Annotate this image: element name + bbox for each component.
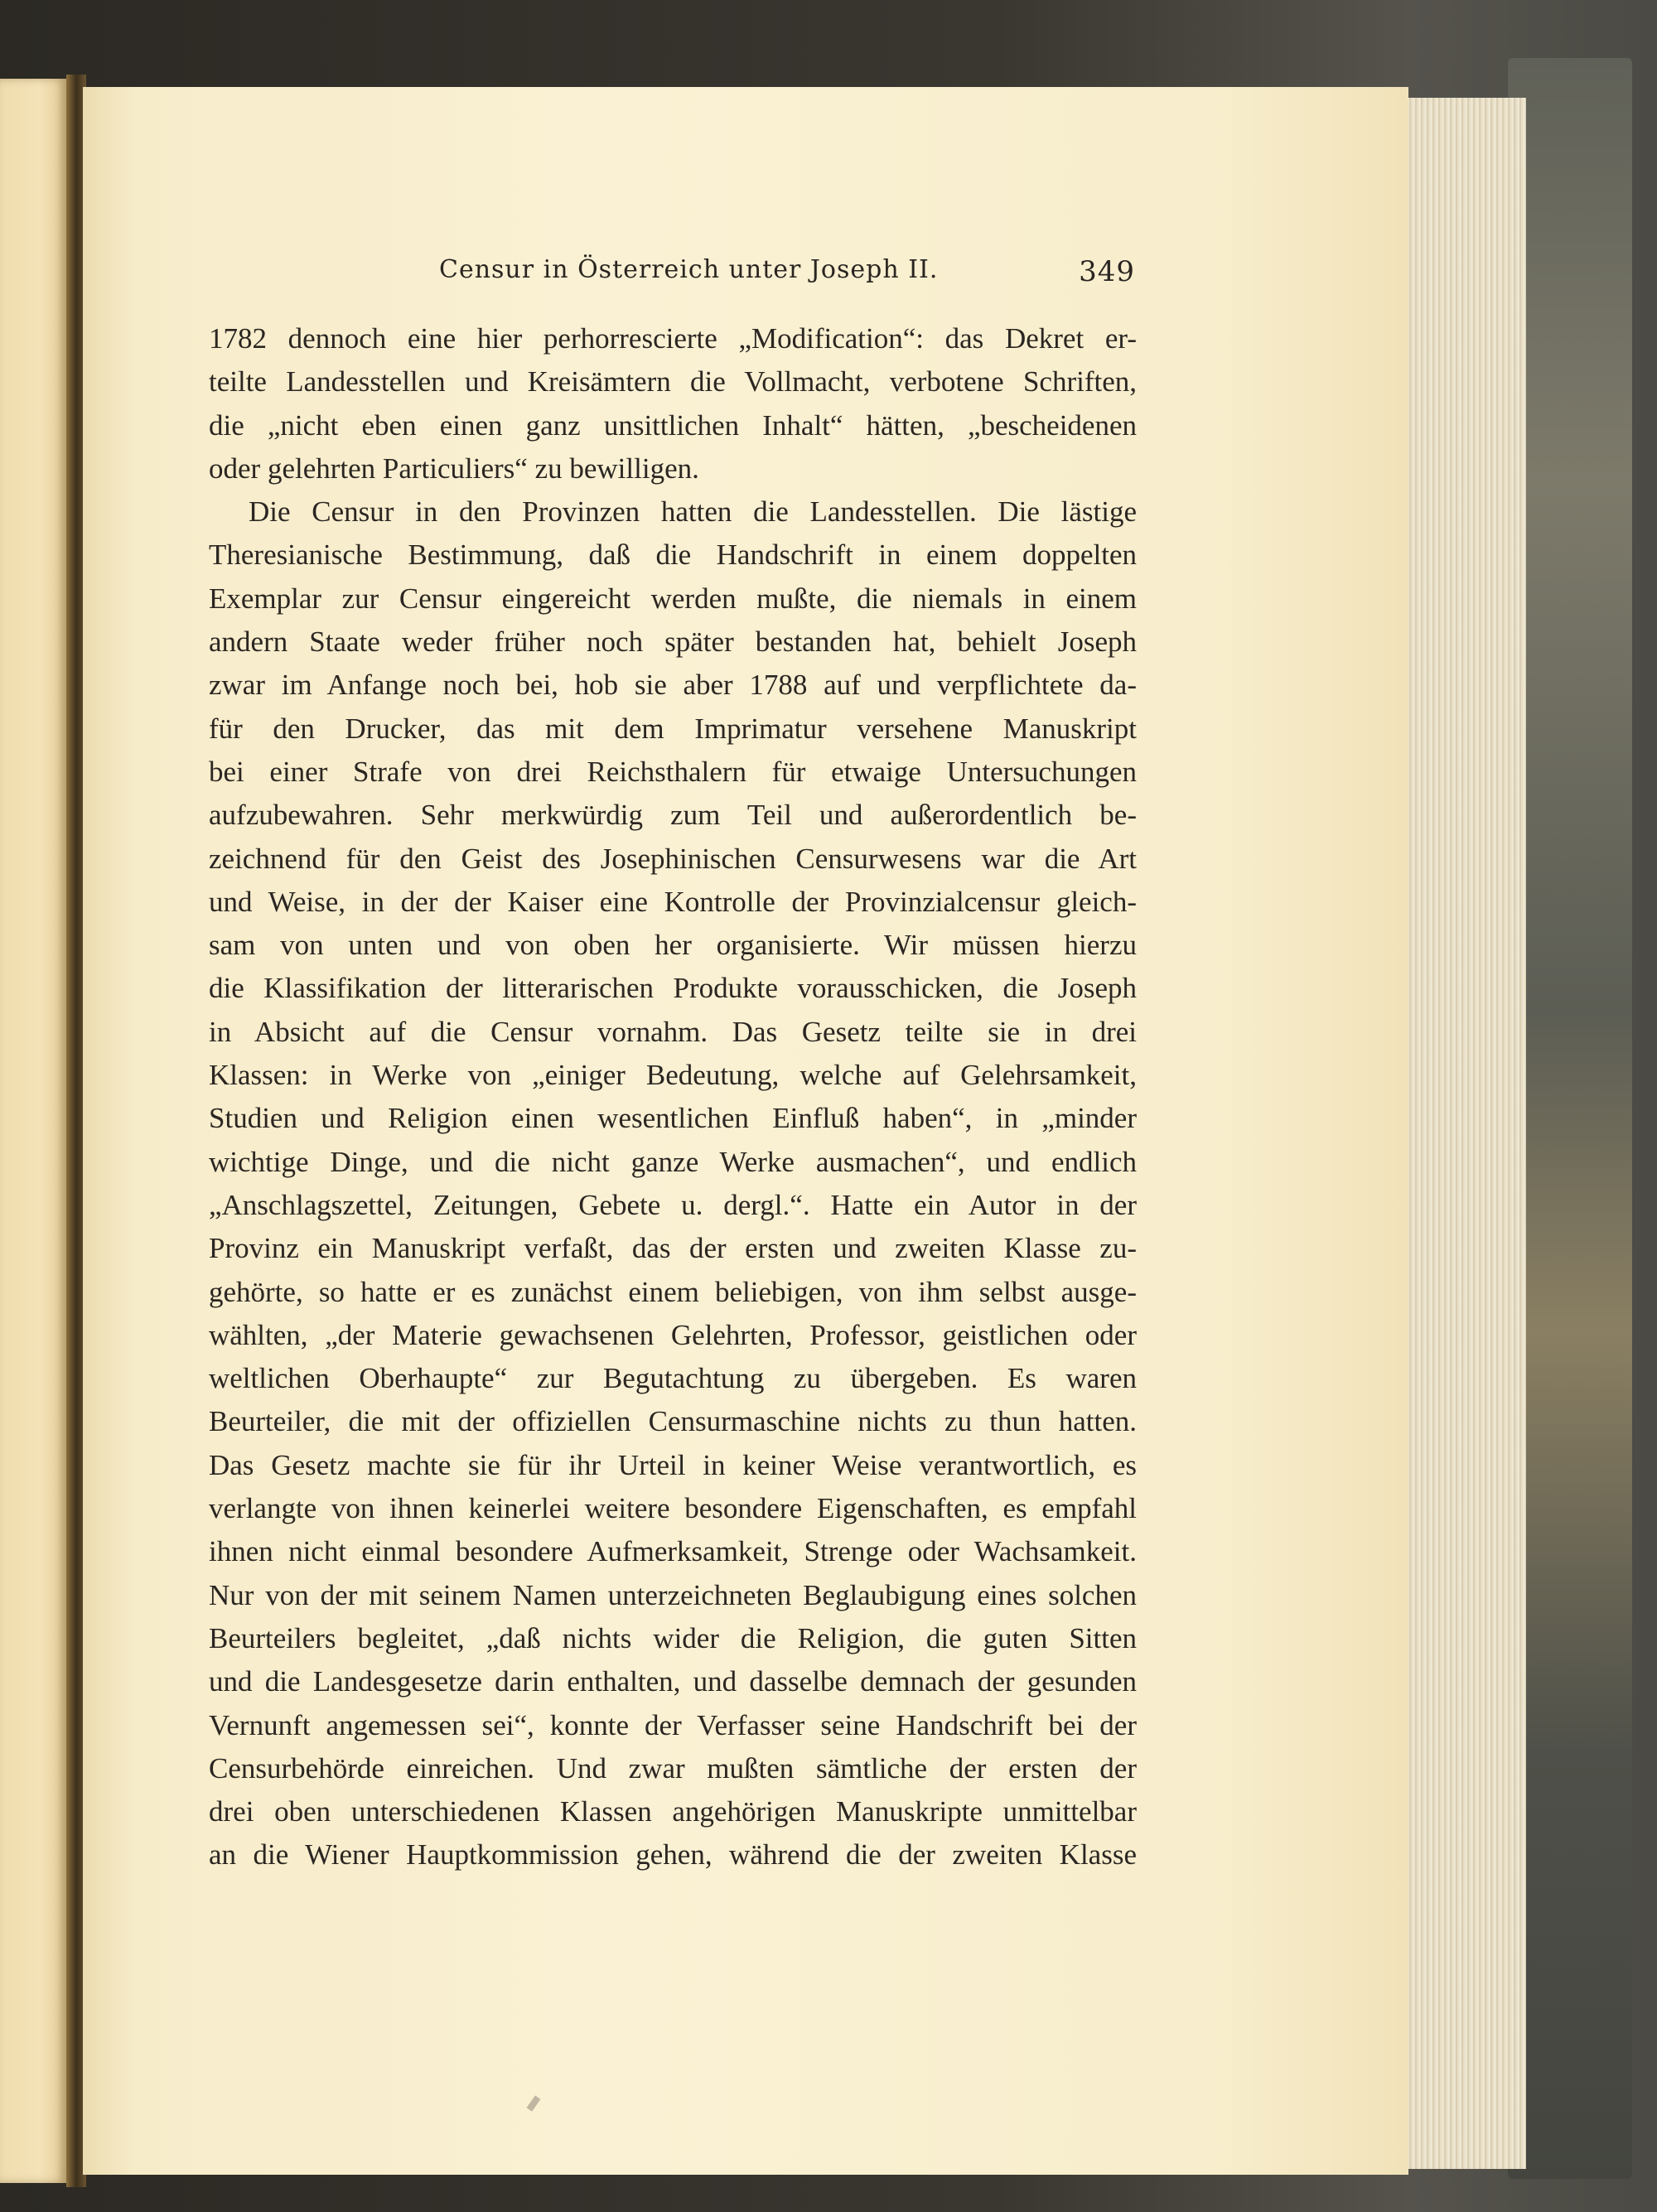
text-line: Die Censur in den Provinzen hatten die Landesstellen. Die lästige	[249, 495, 1137, 529]
book-cover-edge	[1508, 58, 1632, 2179]
text-line: Exemplar zur Censur eingereicht werden mußte, die niemals in einem	[209, 582, 1137, 615]
text-line: aufzubewahren. Sehr merkwürdig zum Teil und außerordentlich be-	[209, 799, 1137, 832]
text-line: wählten, „der Materie gewachsenen Gelehrten, Professor, geistlichen oder	[209, 1318, 1137, 1351]
text-line: Nur von der mit seinem Namen unterzeichneten Beglaubigung eines solchen	[209, 1578, 1137, 1611]
text-line: wichtige Dinge, und die nicht ganze Werke ausmachen“, und endlich	[209, 1145, 1137, 1178]
body-text	[209, 317, 1137, 1877]
text-line: die Klassifikation der litterarischen Produkte vorausschicken, die Joseph	[209, 972, 1137, 1005]
text-line: Beurteilers begleitet, „daß nichts wider die Religion, die guten Sitten	[209, 1621, 1137, 1654]
text-line: Censurbehörde einreichen. Und zwar mußten sämtliche der ersten der	[209, 1751, 1137, 1785]
running-header	[431, 255, 1143, 297]
text-line: Studien und Religion einen wesentlichen Einfluß haben“, in „minder	[209, 1102, 1137, 1135]
text-line: für den Drucker, das mit dem Imprimatur versehene Manuskript	[209, 712, 1137, 745]
text-line: Klassen: in Werke von „einiger Bedeutung, welche auf Gelehrsamkeit,	[209, 1059, 1137, 1092]
text-line: zeichnend für den Geist des Josephinischen Censurwesens war die Art	[209, 842, 1137, 875]
text-line: bei einer Strafe von drei Reichsthalern für etwaige Untersuchungen	[209, 755, 1137, 788]
text-line: Beurteiler, die mit der offiziellen Censurmaschine nichts zu thun hatten.	[209, 1405, 1137, 1438]
text-line: teilte Landesstellen und Kreisämtern die Vollmacht, verbotene Schriften,	[209, 365, 1137, 398]
text-line: in Absicht auf die Censur vornahm. Das Gesetz teilte sie in drei	[209, 1015, 1137, 1048]
text-line: drei oben unterschiedenen Klassen angehörigen Manuskripte unmittelbar	[209, 1795, 1137, 1828]
text-line: gehörte, so hatte er es zunächst einem beliebigen, von ihm selbst ausge-	[209, 1275, 1137, 1308]
text-line: ihnen nicht einmal besondere Aufmerksamkeit, Strenge oder Wachsamkeit.	[209, 1535, 1137, 1568]
text-line: Theresianische Bestimmung, daß die Handschrift in einem doppelten	[209, 539, 1137, 572]
text-line: an die Wiener Hauptkommission gehen, während die der zweiten Klasse	[209, 1838, 1137, 1872]
page-number: 349	[1079, 255, 1135, 288]
text-line: Vernunft angemessen sei“, konnte der Verfasser seine Handschrift bei der	[209, 1708, 1137, 1741]
text-line: Provinz ein Manuskript verfaßt, das der ersten und zweiten Klasse zu-	[209, 1232, 1137, 1265]
text-line: Das Gesetz machte sie für ihr Urteil in keiner Weise verantwortlich, es	[209, 1448, 1137, 1481]
page-stack-edges	[1404, 98, 1526, 2169]
text-line: oder gelehrten Particuliers“ zu bewilligen.	[209, 452, 699, 485]
text-line: und die Landesgesetze darin enthalten, und dasselbe demnach der gesunden	[209, 1665, 1137, 1698]
text-line: zwar im Anfange noch bei, hob sie aber 1788 auf und verpflichtete da-	[209, 669, 1137, 702]
text-line: und Weise, in der der Kaiser eine Kontrolle der Provinzialcensur gleich-	[209, 885, 1137, 918]
text-line: sam von unten und von oben her organisierte. Wir müssen hierzu	[209, 929, 1137, 962]
text-line: weltlichen Oberhaupte“ zur Begutachtung zu übergeben. Es waren	[209, 1362, 1137, 1395]
text-line: andern Staate weder früher noch später bestanden hat, behielt Joseph	[209, 625, 1137, 659]
text-line: 1782 dennoch eine hier perhorrescierte „Modification“: das Dekret er-	[209, 322, 1137, 355]
running-title: Censur in Österreich unter Joseph II.	[439, 255, 939, 284]
left-page-edge	[0, 79, 66, 2183]
text-line: „Anschlagszettel, Zeitungen, Gebete u. dergl.“. Hatte ein Autor in der	[209, 1188, 1137, 1221]
text-line: die „nicht eben einen ganz unsittlichen Inhalt“ hätten, „bescheidenen	[209, 408, 1137, 442]
text-line: verlangte von ihnen keinerlei weitere besondere Eigenschaften, es empfahl	[209, 1492, 1137, 1525]
